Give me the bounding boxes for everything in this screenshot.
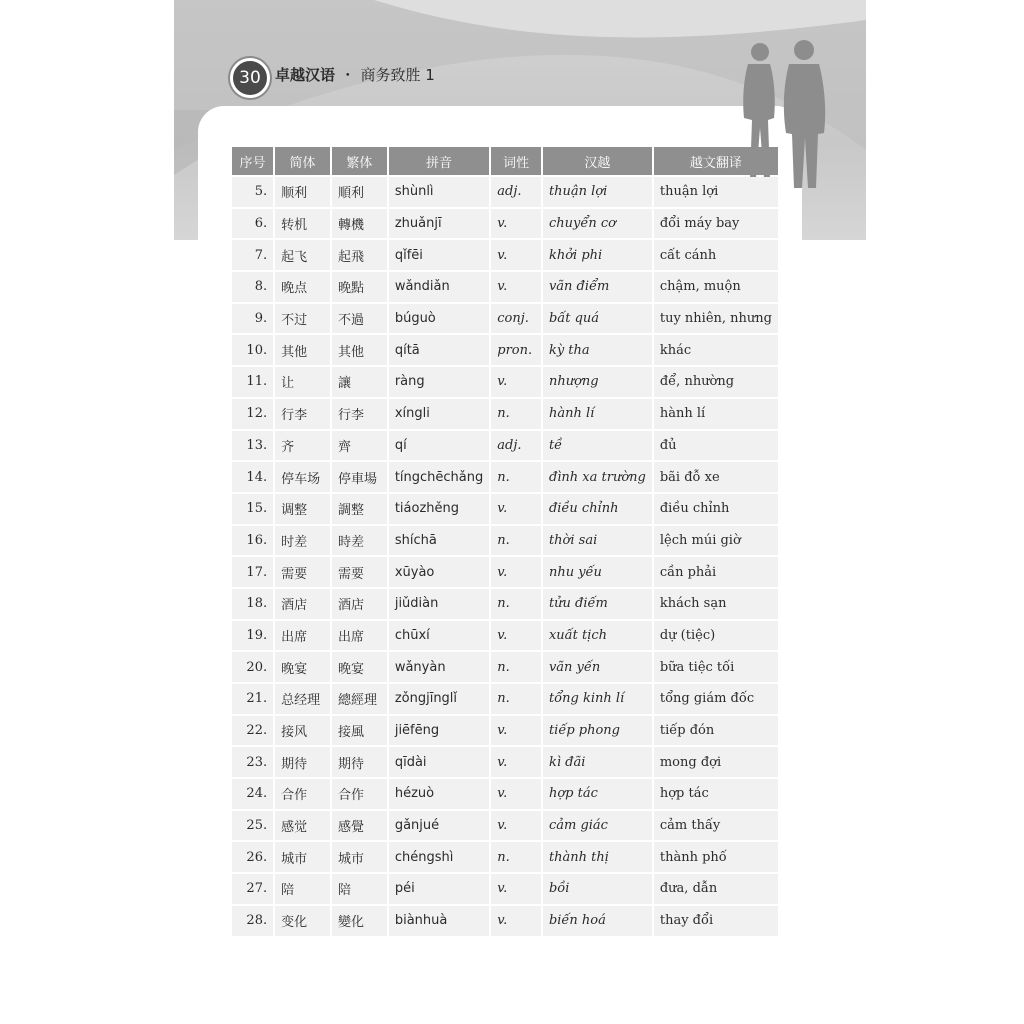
cell-pinyin: wǎndiǎn <box>389 272 489 302</box>
cell-vietnamese: thành phố <box>654 842 778 872</box>
table-row <box>232 906 778 936</box>
cell-part-of-speech: v. <box>491 874 541 904</box>
vocabulary-table <box>230 145 780 938</box>
cell-vietnamese: thay đổi <box>654 906 778 936</box>
cell-part-of-speech: v. <box>491 621 541 651</box>
cell-vietnamese: điều chỉnh <box>654 494 778 524</box>
cell-number: 17. <box>232 557 273 587</box>
cell-vietnamese: tuy nhiên, nhưng <box>654 304 778 334</box>
column-header-pinyin: 拼音 <box>389 147 489 175</box>
cell-han-viet: đình xa trường <box>543 462 652 492</box>
textbook-page <box>174 0 866 1024</box>
cell-part-of-speech: conj. <box>491 304 541 334</box>
cell-vietnamese: thuận lợi <box>654 177 778 207</box>
cell-vietnamese: tổng giám đốc <box>654 684 778 714</box>
column-header-han-viet: 汉越 <box>543 147 652 175</box>
cell-simplified: 其他 <box>275 335 330 365</box>
cell-han-viet: tổng kinh lí <box>543 684 652 714</box>
cell-han-viet: thuận lợi <box>543 177 652 207</box>
cell-number: 12. <box>232 399 273 429</box>
cell-pinyin: péi <box>389 874 489 904</box>
table-row <box>232 589 778 619</box>
cell-part-of-speech: v. <box>491 272 541 302</box>
cell-pinyin: tíngchēchǎng <box>389 462 489 492</box>
cell-traditional: 變化 <box>332 906 387 936</box>
cell-part-of-speech: v. <box>491 367 541 397</box>
cell-number: 7. <box>232 240 273 270</box>
cell-han-viet: cảm giác <box>543 811 652 841</box>
table-row <box>232 177 778 207</box>
cell-vietnamese: khác <box>654 335 778 365</box>
cell-han-viet: tiếp phong <box>543 716 652 746</box>
table-row <box>232 272 778 302</box>
cell-traditional: 接風 <box>332 716 387 746</box>
cell-traditional: 酒店 <box>332 589 387 619</box>
column-header-number: 序号 <box>232 147 273 175</box>
cell-pinyin: qí <box>389 431 489 461</box>
cell-vietnamese: để, nhường <box>654 367 778 397</box>
cell-number: 24. <box>232 779 273 809</box>
cell-traditional: 總經理 <box>332 684 387 714</box>
table-row <box>232 779 778 809</box>
cell-number: 8. <box>232 272 273 302</box>
cell-pinyin: chéngshì <box>389 842 489 872</box>
cell-vietnamese: đổi máy bay <box>654 209 778 239</box>
cell-pinyin: biànhuà <box>389 906 489 936</box>
cell-han-viet: bồi <box>543 874 652 904</box>
cell-pinyin: qítā <box>389 335 489 365</box>
table-row <box>232 874 778 904</box>
table-row <box>232 716 778 746</box>
cell-part-of-speech: n. <box>491 652 541 682</box>
cell-pinyin: wǎnyàn <box>389 652 489 682</box>
cell-vietnamese: cần phải <box>654 557 778 587</box>
cell-vietnamese: tiếp đón <box>654 716 778 746</box>
cell-han-viet: kì đãi <box>543 747 652 777</box>
cell-vietnamese: đưa, dẫn <box>654 874 778 904</box>
cell-vietnamese: hành lí <box>654 399 778 429</box>
cell-number: 23. <box>232 747 273 777</box>
cell-simplified: 接风 <box>275 716 330 746</box>
cell-vietnamese: lệch múi giờ <box>654 526 778 556</box>
cell-vietnamese: cất cánh <box>654 240 778 270</box>
table-row <box>232 557 778 587</box>
cell-number: 19. <box>232 621 273 651</box>
cell-han-viet: điều chỉnh <box>543 494 652 524</box>
cell-han-viet: khởi phi <box>543 240 652 270</box>
cell-traditional: 時差 <box>332 526 387 556</box>
cell-simplified: 需要 <box>275 557 330 587</box>
cell-vietnamese: chậm, muộn <box>654 272 778 302</box>
cell-han-viet: tửu điếm <box>543 589 652 619</box>
cell-traditional: 停車場 <box>332 462 387 492</box>
cell-part-of-speech: v. <box>491 906 541 936</box>
cell-han-viet: tề <box>543 431 652 461</box>
cell-han-viet: xuất tịch <box>543 621 652 651</box>
cell-traditional: 出席 <box>332 621 387 651</box>
cell-traditional: 期待 <box>332 747 387 777</box>
cell-number: 16. <box>232 526 273 556</box>
cell-part-of-speech: adj. <box>491 177 541 207</box>
cell-pinyin: búguò <box>389 304 489 334</box>
cell-han-viet: hợp tác <box>543 779 652 809</box>
cell-part-of-speech: v. <box>491 494 541 524</box>
cell-number: 6. <box>232 209 273 239</box>
cell-han-viet: nhượng <box>543 367 652 397</box>
cell-number: 22. <box>232 716 273 746</box>
table-row <box>232 335 778 365</box>
cell-number: 27. <box>232 874 273 904</box>
cell-traditional: 晚宴 <box>332 652 387 682</box>
table-row <box>232 304 778 334</box>
column-header-vietnamese: 越文翻译 <box>654 147 778 175</box>
cell-traditional: 調整 <box>332 494 387 524</box>
table-row <box>232 652 778 682</box>
cell-vietnamese: khách sạn <box>654 589 778 619</box>
cell-simplified: 起飞 <box>275 240 330 270</box>
cell-part-of-speech: pron. <box>491 335 541 365</box>
cell-han-viet: chuyển cơ <box>543 209 652 239</box>
cell-part-of-speech: v. <box>491 209 541 239</box>
cell-simplified: 停车场 <box>275 462 330 492</box>
cell-han-viet: thời sai <box>543 526 652 556</box>
cell-traditional: 讓 <box>332 367 387 397</box>
cell-pinyin: xūyào <box>389 557 489 587</box>
cell-traditional: 不過 <box>332 304 387 334</box>
cell-pinyin: gǎnjué <box>389 811 489 841</box>
cell-part-of-speech: n. <box>491 462 541 492</box>
book-title <box>275 64 435 85</box>
cell-han-viet: biến hoá <box>543 906 652 936</box>
book-title-separator: ・ <box>340 66 356 84</box>
cell-pinyin: tiáozhěng <box>389 494 489 524</box>
cell-simplified: 出席 <box>275 621 330 651</box>
cell-pinyin: zǒngjīnglǐ <box>389 684 489 714</box>
table-row <box>232 684 778 714</box>
cell-number: 20. <box>232 652 273 682</box>
cell-number: 15. <box>232 494 273 524</box>
table-row <box>232 842 778 872</box>
cell-part-of-speech: v. <box>491 747 541 777</box>
cell-part-of-speech: n. <box>491 399 541 429</box>
cell-pinyin: qǐfēi <box>389 240 489 270</box>
cell-number: 21. <box>232 684 273 714</box>
column-header-traditional: 繁体 <box>332 147 387 175</box>
cell-vietnamese: dự (tiệc) <box>654 621 778 651</box>
cell-part-of-speech: v. <box>491 240 541 270</box>
cell-number: 25. <box>232 811 273 841</box>
cell-traditional: 感覺 <box>332 811 387 841</box>
cell-simplified: 不过 <box>275 304 330 334</box>
cell-number: 26. <box>232 842 273 872</box>
cell-vietnamese: cảm thấy <box>654 811 778 841</box>
cell-simplified: 感觉 <box>275 811 330 841</box>
cell-simplified: 酒店 <box>275 589 330 619</box>
cell-simplified: 合作 <box>275 779 330 809</box>
table-row <box>232 811 778 841</box>
column-header-part-of-speech: 词性 <box>491 147 541 175</box>
cell-simplified: 行李 <box>275 399 330 429</box>
cell-traditional: 順利 <box>332 177 387 207</box>
table-row <box>232 526 778 556</box>
cell-han-viet: kỳ tha <box>543 335 652 365</box>
book-title-subtitle: 商务致胜 1 <box>360 66 435 84</box>
cell-pinyin: ràng <box>389 367 489 397</box>
cell-number: 13. <box>232 431 273 461</box>
cell-han-viet: vãn điểm <box>543 272 652 302</box>
cell-han-viet: vãn yến <box>543 652 652 682</box>
table-row <box>232 399 778 429</box>
cell-simplified: 陪 <box>275 874 330 904</box>
cell-simplified: 期待 <box>275 747 330 777</box>
cell-part-of-speech: v. <box>491 811 541 841</box>
cell-traditional: 晚點 <box>332 272 387 302</box>
cell-vietnamese: hợp tác <box>654 779 778 809</box>
column-header-simplified: 简体 <box>275 147 330 175</box>
cell-pinyin: zhuǎnjī <box>389 209 489 239</box>
cell-vietnamese: bữa tiệc tối <box>654 652 778 682</box>
cell-part-of-speech: n. <box>491 842 541 872</box>
page-number-badge: 30 <box>230 58 270 98</box>
table-row <box>232 747 778 777</box>
cell-simplified: 调整 <box>275 494 330 524</box>
cell-part-of-speech: n. <box>491 684 541 714</box>
table-row <box>232 462 778 492</box>
table-row <box>232 431 778 461</box>
cell-vietnamese: đủ <box>654 431 778 461</box>
cell-han-viet: nhu yếu <box>543 557 652 587</box>
book-title-main: 卓越汉语 <box>275 66 336 84</box>
table-header-row <box>232 147 778 175</box>
cell-pinyin: shùnlì <box>389 177 489 207</box>
cell-traditional: 行李 <box>332 399 387 429</box>
table-row <box>232 621 778 651</box>
cell-part-of-speech: n. <box>491 589 541 619</box>
cell-simplified: 齐 <box>275 431 330 461</box>
cell-number: 18. <box>232 589 273 619</box>
cell-traditional: 城市 <box>332 842 387 872</box>
cell-traditional: 轉機 <box>332 209 387 239</box>
cell-pinyin: hézuò <box>389 779 489 809</box>
table-body <box>232 177 778 936</box>
cell-traditional: 其他 <box>332 335 387 365</box>
cell-part-of-speech: n. <box>491 526 541 556</box>
cell-simplified: 时差 <box>275 526 330 556</box>
cell-simplified: 晚点 <box>275 272 330 302</box>
cell-part-of-speech: v. <box>491 716 541 746</box>
cell-part-of-speech: v. <box>491 557 541 587</box>
cell-simplified: 顺利 <box>275 177 330 207</box>
cell-han-viet: bất quá <box>543 304 652 334</box>
table-row <box>232 209 778 239</box>
cell-traditional: 陪 <box>332 874 387 904</box>
cell-traditional: 起飛 <box>332 240 387 270</box>
cell-vietnamese: mong đợi <box>654 747 778 777</box>
cell-number: 14. <box>232 462 273 492</box>
table-row <box>232 240 778 270</box>
cell-number: 11. <box>232 367 273 397</box>
cell-traditional: 合作 <box>332 779 387 809</box>
cell-traditional: 齊 <box>332 431 387 461</box>
cell-pinyin: jiǔdiàn <box>389 589 489 619</box>
cell-traditional: 需要 <box>332 557 387 587</box>
cell-pinyin: chūxí <box>389 621 489 651</box>
cell-simplified: 转机 <box>275 209 330 239</box>
cell-pinyin: shíchā <box>389 526 489 556</box>
cell-pinyin: qīdài <box>389 747 489 777</box>
cell-simplified: 让 <box>275 367 330 397</box>
cell-simplified: 城市 <box>275 842 330 872</box>
cell-part-of-speech: v. <box>491 779 541 809</box>
cell-part-of-speech: adj. <box>491 431 541 461</box>
cell-number: 28. <box>232 906 273 936</box>
cell-number: 5. <box>232 177 273 207</box>
cell-pinyin: xíngli <box>389 399 489 429</box>
table-row <box>232 494 778 524</box>
cell-number: 9. <box>232 304 273 334</box>
cell-number: 10. <box>232 335 273 365</box>
cell-han-viet: thành thị <box>543 842 652 872</box>
cell-simplified: 变化 <box>275 906 330 936</box>
cell-han-viet: hành lí <box>543 399 652 429</box>
cell-simplified: 总经理 <box>275 684 330 714</box>
table-row <box>232 367 778 397</box>
cell-pinyin: jiēfēng <box>389 716 489 746</box>
cell-simplified: 晚宴 <box>275 652 330 682</box>
cell-vietnamese: bãi đỗ xe <box>654 462 778 492</box>
